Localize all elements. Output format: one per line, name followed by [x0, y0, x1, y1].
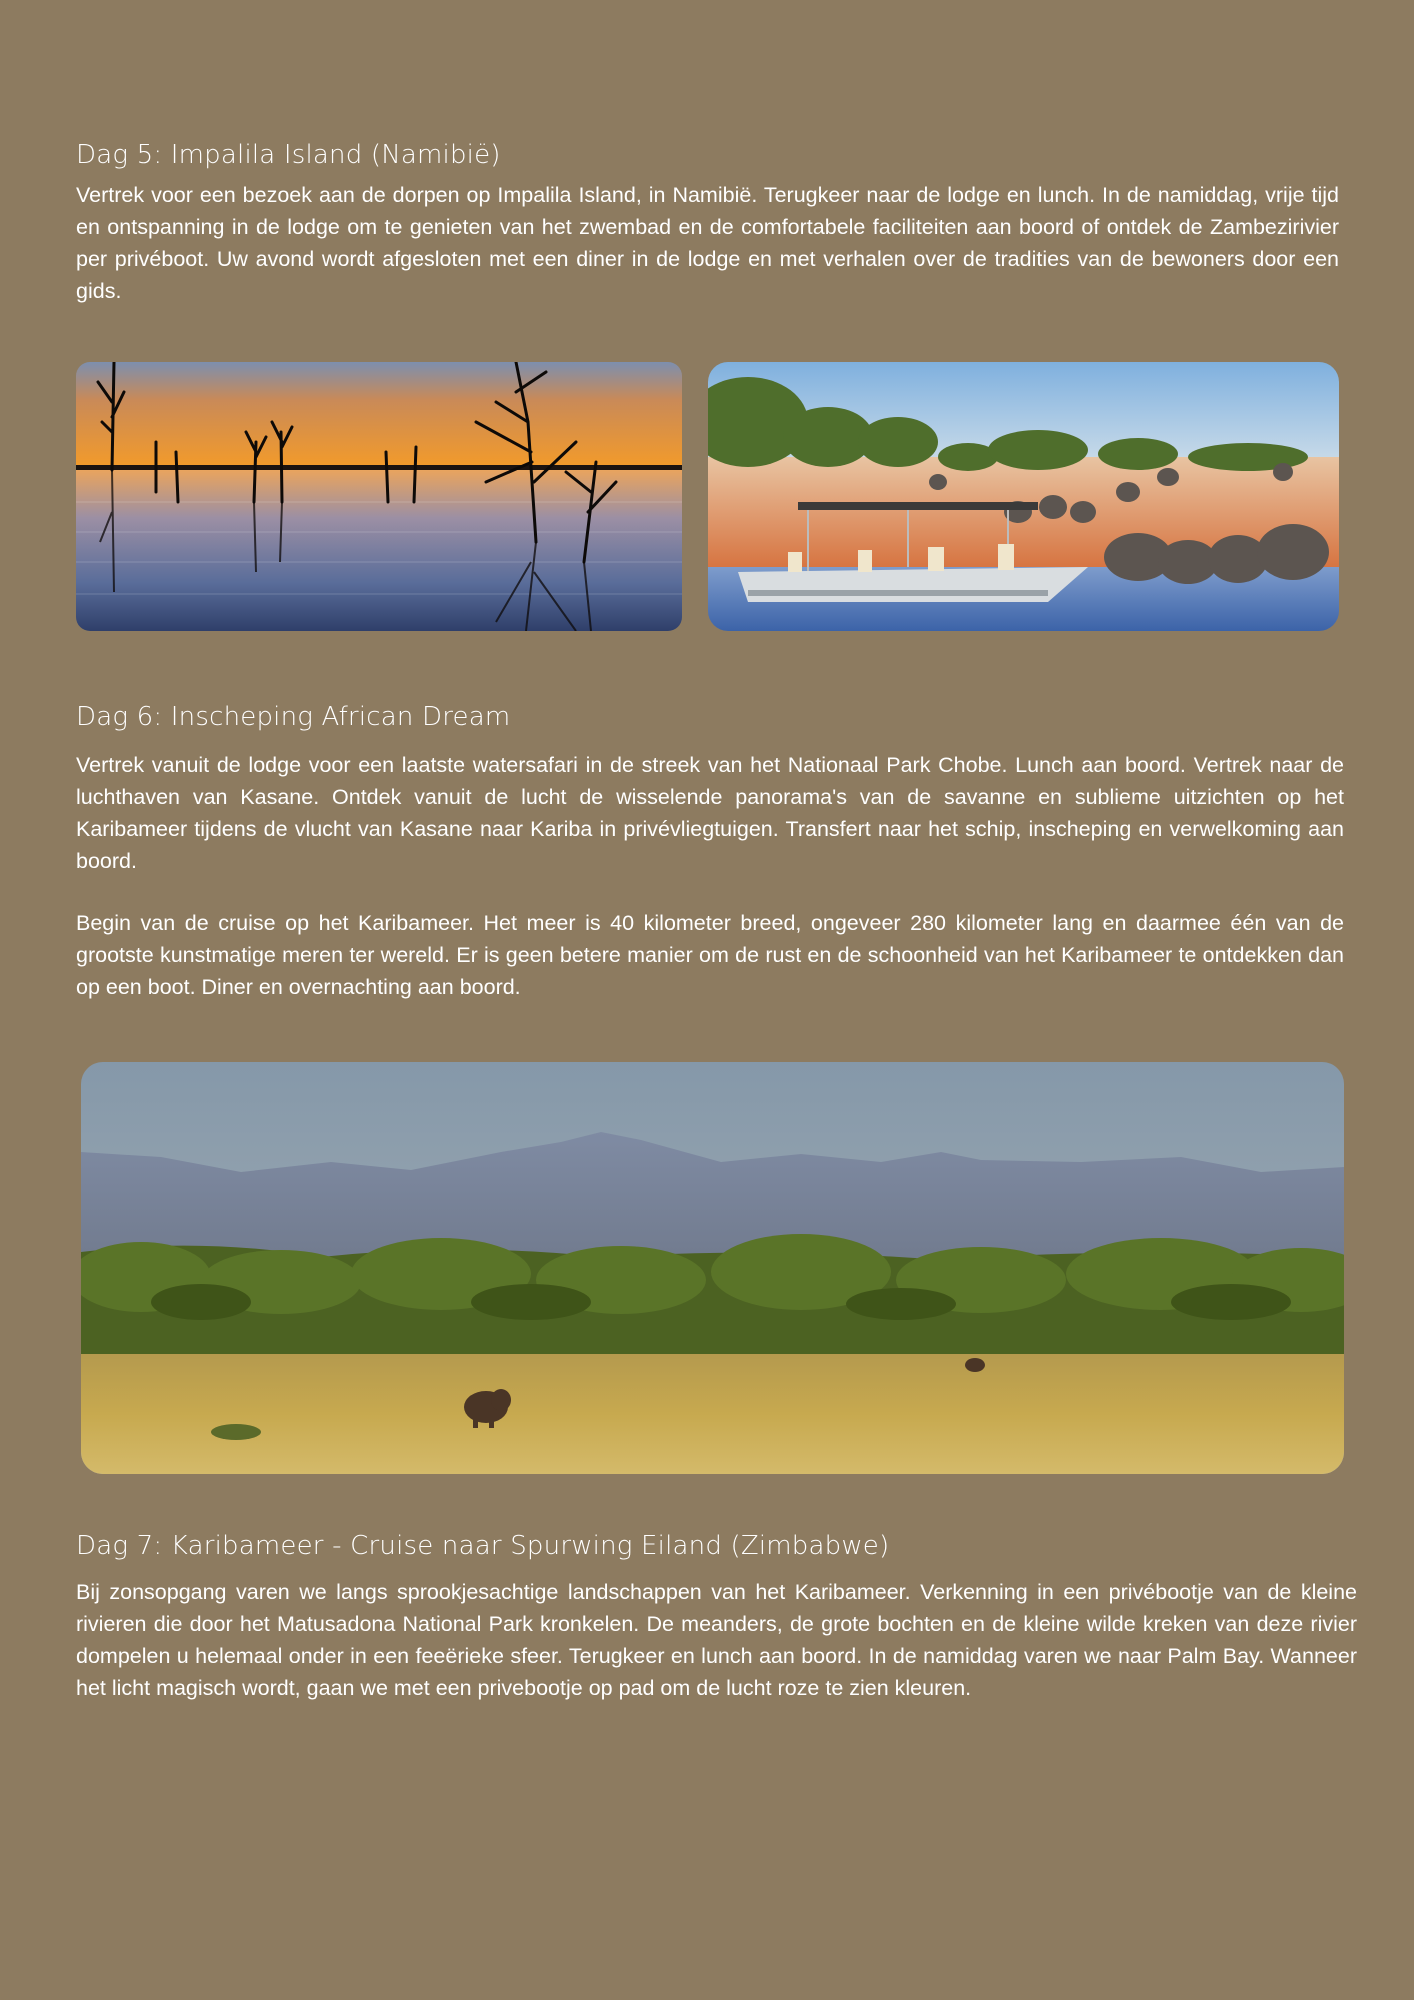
elephants-boat-photo — [708, 362, 1339, 631]
day6-text-2: Begin van de cruise op het Karibameer. Het meer is 40 kilometer breed, ongeveer 280 kilometer lang en daarmee één van de grootste kunstmatige meren ter wereld. Er is geen betere manier om de rust en de schoonheid van het Karibameer te ontdekken dan op een boot. Diner en overnachting aan boord. — [76, 911, 1344, 999]
day6-text-1: Vertrek vanuit de lodge voor een laatste watersafari in de streek van het Nationaal Park Chobe. Lunch aan boord. Vertrek naar de luchthaven van Kasane. Ontdek vanuit de lucht de wisselende panorama's van de savanne en sublieme uitzichten op het Karibameer tijdens de vlucht van Kasane naar Kariba in privévliegtuigen. Transfert naar het schip, inscheping en verwelkoming aan boord. — [76, 753, 1344, 873]
day5-text: Vertrek voor een bezoek aan de dorpen op Impalila Island, in Namibië. Terugkeer naar de lodge en lunch. In de namiddag, vrije tijd en ontspanning in de lodge om te genieten van het zwembad en de comfortabele faciliteiten aan boord of ontdek de Zambezirivier per privéboot. Uw avond wordt afgesloten met een diner in de lodge en met verhalen over de tradities van de bewoners door een gids. — [76, 183, 1339, 303]
day7-text: Bij zonsopgang varen we langs sprookjesachtige landschappen van het Karibameer. Verkenning in een privébootje van de kleine rivieren die door het Matusadona National Park kronkelen. De meanders, de grote bochten en de kleine wilde kreken van deze rivier dompelen u helemaal onder in een feeërieke sfeer. Terugkeer en lunch aan boord. In de namiddag varen we naar Palm Bay. Wanneer het licht magisch wordt, gaan we met een privebootje op pad om de lucht roze te zien kleuren. — [76, 1580, 1357, 1700]
savanna-mountains-photo — [81, 1062, 1344, 1474]
day5-title: Dag 5: Impalila Island (Namibië) — [76, 140, 501, 170]
day7-title: Dag 7: Karibameer - Cruise naar Spurwing Eiland (Zimbabwe) — [76, 1531, 890, 1561]
sunset-lake-photo — [76, 362, 682, 631]
day6-title: Dag 6: Inscheping African Dream — [76, 702, 511, 732]
